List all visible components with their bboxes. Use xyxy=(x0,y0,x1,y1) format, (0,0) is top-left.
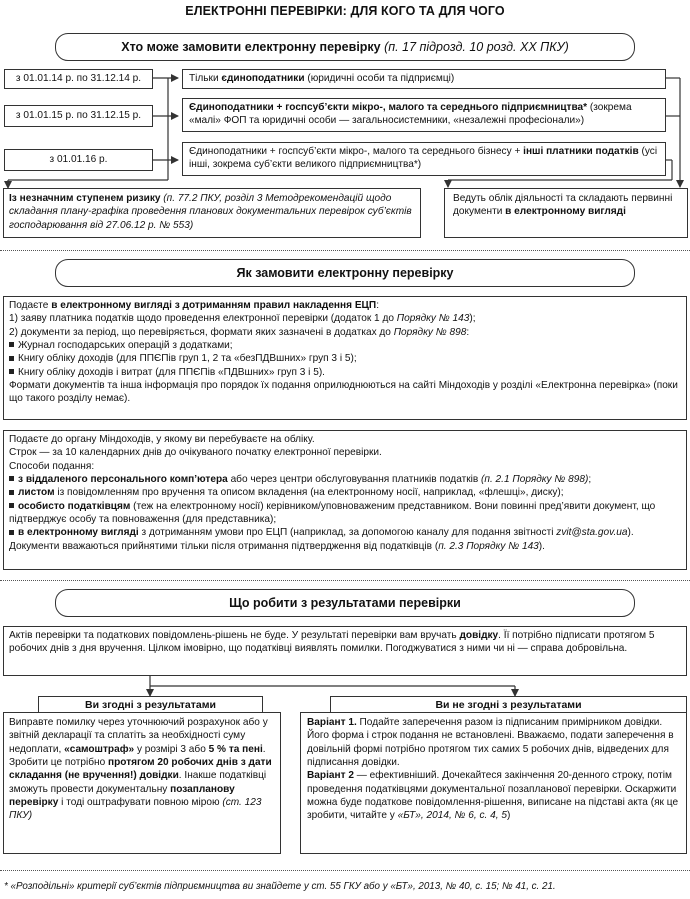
divider xyxy=(0,580,690,581)
list-item: Книгу обліку доходів і витрат (для ППЄПів «ПДВшних» груп 3 і 5). xyxy=(9,366,681,379)
divider xyxy=(0,250,690,251)
electronic-records-box: Ведуть облік діяльності та складають первинні документи в електронному вигляді xyxy=(444,188,688,238)
period-content-2015: Єдиноподатники + госпсуб’єкти мікро-, малого та середнього підприємництва* (зокрема «малі» ФОП та юридичні особи — загальносистемники, «незалежні професіонали») xyxy=(182,98,666,132)
list-item: Журнал господарських операцій з додатками; xyxy=(9,339,681,352)
disagree-tab: Ви не згодні з результатами xyxy=(330,696,687,713)
disagree-box: Варіант 1. Подайте заперечення разом із підписаним примірником довідки. Його форма і строк подання не встановлені. Вважаємо, подати заперечення в довільній формі потрібно протягом тих самих 5 робочих днів, відведених для підписання довідки. Варіант 2 — ефективніший. Дочекайтеся закінчення 20-денного строку, потім проведення податківцями документальної позапланової перевірки. Оскаржити можна буде податкове повідомлення-рішення, виписане на підставі акта (як це зробити, читайте у «БТ», 2014, № 6, с. 4, 5) xyxy=(300,712,687,854)
list-item: в електронному вигляді з дотриманням умови про ЕЦП (наприклад, за допомогою каналу для подання звітності zvit@sta.gov.ua). Документи вважаються прийнятими тільки після отримання підтвердження від податківців (п. 2.3 Порядку № 143). xyxy=(9,527,634,552)
list-item: листом із повідомленням про вручення та описом вкладення (на електронному носії, наприклад, «флешці», диску); xyxy=(9,486,681,499)
list-item: Книгу обліку доходів (для ППЄПів груп 1, 2 та «безПДВшних» груп 3 і 5); xyxy=(9,352,681,365)
period-date-2015: з 01.01.15 р. по 31.12.15 р. xyxy=(4,105,153,127)
period-content-2014: Тільки єдиноподатники (юридичні особи та підприємці) xyxy=(182,69,666,89)
list-item: з віддаленого персонального комп’ютера або через центри обслуговування платників податків (п. 2.1 Порядку № 898); xyxy=(9,473,681,486)
submission-docs-box: Подаєте в електронному вигляді з дотриманням правил накладення ЕЦП: 1) заяву платника податків щодо проведення електронної перевірки (додаток 1 до Порядку № 143); 2) документи за період, що перевіряється, формати яких зазначені в додатках до Порядку № 898: Журнал господарських операцій з додатками; Книгу обліку доходів (для ППЄПів груп 1, 2 та «безПДВшних» груп 3 і 5); Книгу обліку доходів і витрат (для ППЄПів «ПДВшних» груп 3 і 5). Формати документів та інша інформація про порядок їх подання оприлюднюються на сайті Міндоходів у розділі «Електронна перевірка» (поки що такого розділу немає). xyxy=(3,296,687,420)
submission-methods-box: Подаєте до органу Міндоходів, у якому ви перебуваєте на обліку. Строк — за 10 календарних днів до очікуваного початку електронної перевірки. Способи подання: з віддаленого персонального комп’ютера або через центри обслуговування платників податків (п. 2.1 Порядку № 898); листом із повідомленням про вручення та описом вкладення (на електронному носії, наприклад, «флешці», диску); особисто податківцям (теж на електронному носії) керівником/уповноваженим представником. Вони повинні пред’явити документ, що підтверджує особу та повноваження (для представника); в електронному вигляді з дотриманням умови про ЕЦП (наприклад, за допомогою каналу для подання звітності zvit@sta.gov.ua). Документи вважаються прийнятими тільки після отримання підтвердження від податківців (п. 2.3 Порядку № 143). xyxy=(3,430,687,570)
page-title: ЕЛЕКТРОННІ ПЕРЕВІРКИ: ДЛЯ КОГО ТА ДЛЯ ЧОГО xyxy=(185,4,505,18)
period-content-2016: Єдиноподатники + госпсуб’єкти мікро-, малого та середнього бізнесу + інші платники податків (усі інші, зокрема суб’єкти великого підприємництва*) xyxy=(182,142,666,176)
period-date-2016: з 01.01.16 р. xyxy=(4,149,153,171)
period-date-2014: з 01.01.14 р. по 31.12.14 р. xyxy=(4,69,153,89)
footnote: * «Розподільні» критерії суб’єктів підприємництва ви знайдете у ст. 55 ГКУ або у «БТ», 2013, № 40, с. 15; № 41, с. 21. xyxy=(4,881,556,892)
results-intro-box: Актів перевірки та податкових повідомлень-рішень не буде. У результаті перевірки вам вручать довідку. Її потрібно підписати протягом 5 робочих днів з дня вручення. Цілком імовірно, що податківці виявлять помилки. Погоджуватися з ними чи ні — справа добровільна. xyxy=(3,626,687,676)
agree-tab: Ви згодні з результатами xyxy=(38,696,263,713)
agree-box: Виправте помилку через уточнюючий розрахунок або у звітній декларації та сплатіть за необхідності суму недоплати, «самоштраф» у розмірі 3 або 5 % та пені. Зробити це потрібно протягом 20 робочих днів з дати складання (не вручення!) довідки. Інакше податківці зможуть провести документальну позапланову перевірку і тоді оштрафувати повною мірою (ст. 123 ПКУ) xyxy=(3,712,281,854)
section-heading-how: Як замовити електронну перевірку xyxy=(55,259,635,287)
section-heading-results: Що робити з результатами перевірки xyxy=(55,589,635,617)
low-risk-box: Із незначним ступенем ризику (п. 77.2 ПКУ, розділ 3 Методрекомендацій щодо складання плану-графіка проведення планових документальних перевірок суб’єктів господарювання від 27.06.12 р. № 553) xyxy=(3,188,421,238)
list-item: особисто податківцям (теж на електронному носії) керівником/уповноваженим представником. Вони повинні пред’явити документ, що підтверджує особу та повноваження (для представника); xyxy=(9,500,656,525)
divider xyxy=(0,870,690,871)
section-heading-who: Хто може замовити електронну перевірку (п. 17 підрозд. 10 розд. ХХ ПКУ) xyxy=(55,33,635,61)
